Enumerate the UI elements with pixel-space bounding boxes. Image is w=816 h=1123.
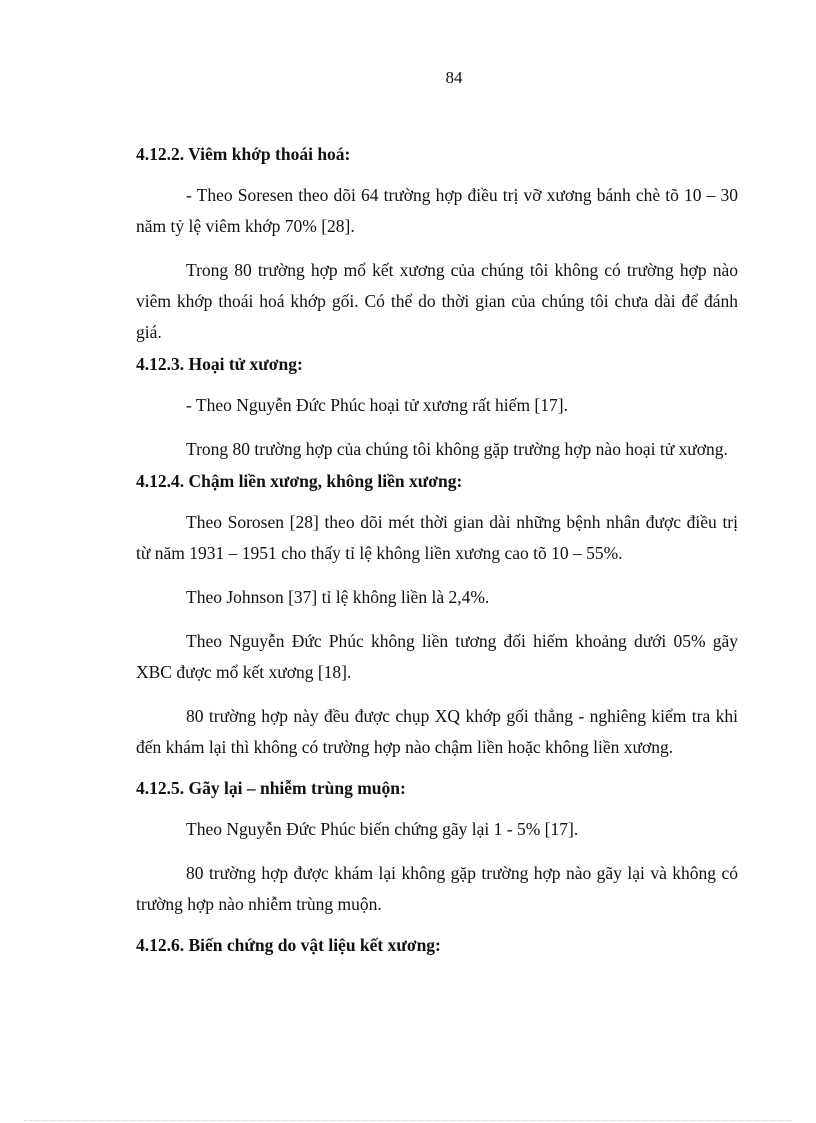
paragraph: Theo Nguyễn Đức Phúc biến chứng gãy lại 1 - 5% [17]. [186,819,579,839]
paragraph: - Theo Soresen theo dõi 64 trường hợp điều trị vỡ xương bánh chè tõ 10 – 30 năm tỷ lệ viêm khớp 70% [28]. [136,185,738,236]
section-heading: 4.12.3. Hoại tử xương: [136,354,303,374]
paragraph: Trong 80 trường hợp mổ kết xương của chúng tôi không có trường hợp nào viêm khớp thoái hoá khớp gối. Có thể do thời gian của chúng tôi chưa dài để đánh giá. [136,260,738,342]
paragraph: - Theo Nguyễn Đức Phúc hoại tử xương rất hiếm [17]. [186,395,568,415]
document-body [136,142,738,971]
paragraph: Trong 80 trường hợp của chúng tôi không gặp trường hợp nào hoại tử xương. [186,439,728,459]
paragraph: 80 trường hợp được khám lại không gặp trường hợp nào gãy lại và không có trường hợp nào nhiễm trùng muộn. [136,863,738,914]
paragraph: 80 trường hợp này đều được chụp XQ khớp gối thẳng - nghiêng kiểm tra khi đến khám lại thì không có trường hợp nào chậm liền hoặc không liền xương. [136,706,738,757]
paragraph: Theo Johnson [37] tỉ lệ không liền là 2,4%. [186,587,490,607]
page-bottom-divider [24,1120,792,1121]
section-heading: 4.12.4. Chậm liền xương, không liền xương: [136,471,463,491]
paragraph: Theo Nguyễn Đức Phúc không liền tương đối hiếm khoảng dưới 05% gãy XBC được mổ kết xương [18]. [136,631,738,682]
section-heading: 4.12.5. Gãy lại – nhiễm trùng muộn: [136,778,406,798]
page-number: 84 [445,68,463,87]
section-heading: 4.12.2. Viêm khớp thoái hoá: [136,144,351,164]
paragraph: Theo Sorosen [28] theo dõi mét thời gian dài những bệnh nhân được điều trị từ năm 1931 – 1951 cho thấy tỉ lệ không liền xương cao tõ 10 – 55%. [136,512,738,563]
section-heading: 4.12.6. Biến chứng do vật liệu kết xương: [136,935,441,955]
